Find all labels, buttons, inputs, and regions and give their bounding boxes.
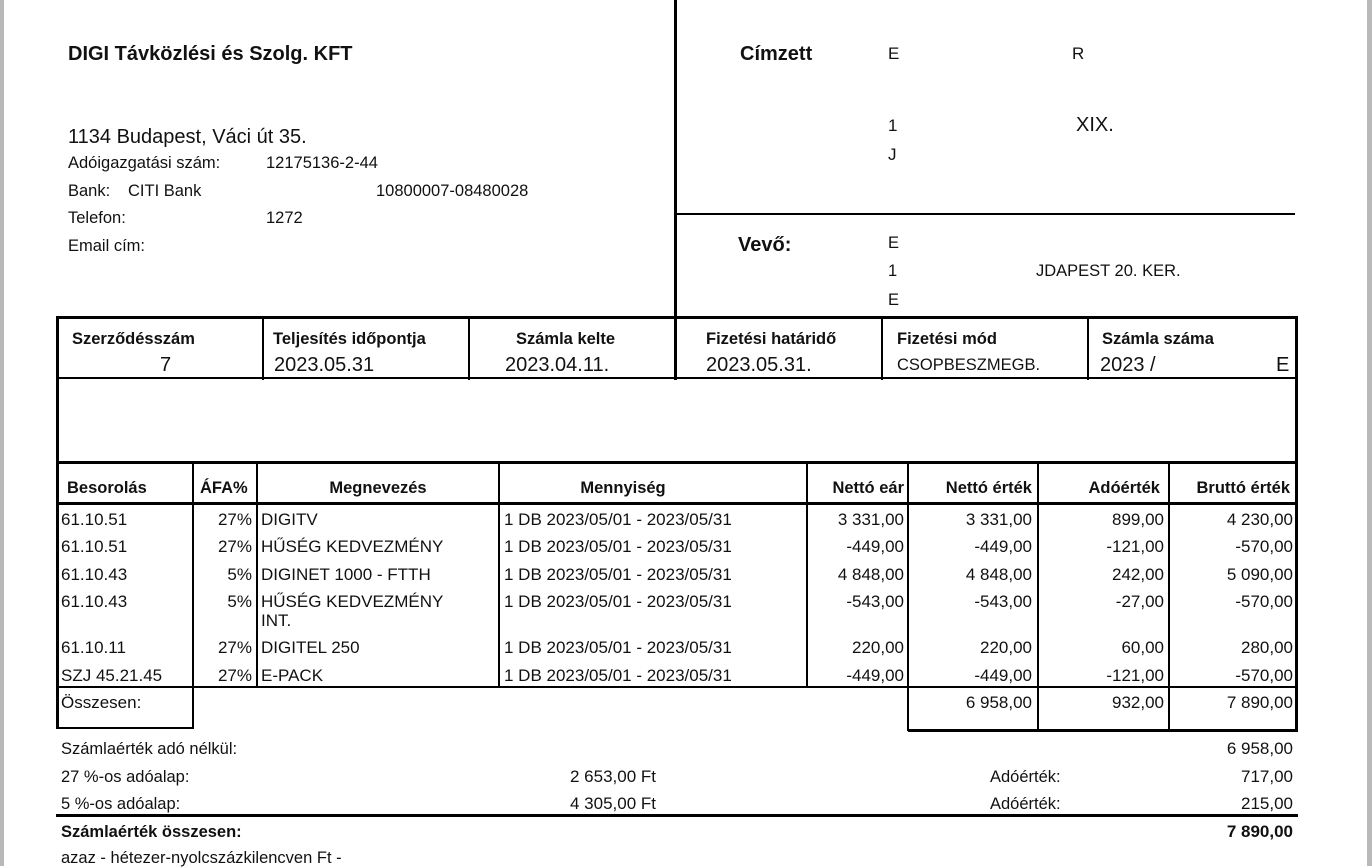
total-tax-value: 932,00: [1112, 693, 1164, 712]
summary-base27-amount: 2 653,00 Ft: [570, 767, 657, 786]
column-header-tax-value: Adóérték: [1088, 479, 1160, 497]
row-vat: 27%: [217, 537, 252, 556]
column-header-net-value: Nettó érték: [945, 479, 1032, 497]
row-unit-price: -449,00: [846, 666, 904, 685]
seller-name: DIGI Távközlési és Szolg. KFT: [68, 43, 353, 65]
row-code: 61.10.11: [61, 638, 126, 657]
total-label-bottom-border: [56, 727, 194, 729]
field-divider: [881, 318, 883, 380]
row-net-value: -449,00: [974, 666, 1032, 685]
row-gross-value: -570,00: [1235, 666, 1293, 685]
total-label: Összesen:: [61, 693, 142, 712]
seller-email-label: Email cím:: [68, 237, 146, 255]
summary-amount-in-words: azaz - hétezer-nyolcszázkilencven Ft -: [61, 849, 342, 867]
row-quantity: 1 DB 2023/05/01 - 2023/05/31: [504, 638, 732, 657]
row-quantity: 1 DB 2023/05/01 - 2023/05/31: [504, 592, 732, 611]
seller-tax-label: Adóigazgatási szám:: [68, 154, 221, 172]
row-vat: 27%: [217, 666, 252, 685]
table-top-border: [56, 461, 1298, 464]
field-value-payment-method: CSOPBESZMEGB.: [897, 356, 1041, 374]
total-net-value: 6 958,00: [965, 693, 1032, 712]
column-header-quantity: Mennyiség: [580, 479, 666, 497]
row-vat: 5%: [227, 592, 252, 611]
summary-base5-tax: 215,00: [1241, 794, 1293, 813]
column-header-description: Megnevezés: [329, 479, 427, 497]
seller-phone-label: Telefon:: [68, 209, 126, 227]
row-description-continued: INT.: [261, 611, 292, 630]
seller-address: 1134 Budapest, Váci út 35.: [68, 126, 307, 148]
column-header-unit-price: Nettó eár: [832, 479, 904, 497]
table-header-bottom-border: [56, 502, 1298, 505]
row-description: E-PACK: [261, 666, 324, 685]
column-divider: [1037, 462, 1039, 731]
summary-base5-tax-label: Adóérték:: [990, 795, 1061, 813]
summary-base5-label: 5 %-os adóalap:: [61, 795, 181, 813]
row-quantity: 1 DB 2023/05/01 - 2023/05/31: [504, 666, 732, 685]
field-divider: [468, 318, 470, 380]
row-code: 61.10.43: [61, 592, 128, 611]
row-unit-price: -543,00: [846, 592, 904, 611]
page-border-right: [1367, 0, 1372, 866]
seller-phone-value: 1272: [266, 209, 303, 227]
row-description: HŰSÉG KEDVEZMÉNY: [261, 592, 444, 611]
row-code: 61.10.51: [61, 510, 128, 529]
row-code: 61.10.51: [61, 537, 128, 556]
row-tax-value: 60,00: [1121, 638, 1164, 657]
field-value-invoice-number: 2023 /: [1100, 354, 1156, 376]
field-label-issue-date: Számla kelte: [516, 330, 616, 348]
column-header-vat: ÁFA%: [200, 479, 248, 497]
field-value-invoice-number-suffix: E: [1276, 354, 1290, 376]
row-net-value: 220,00: [980, 638, 1032, 657]
row-quantity: 1 DB 2023/05/01 - 2023/05/31: [504, 565, 732, 584]
field-label-fulfillment: Teljesítés időpontja: [273, 330, 426, 348]
page-border-left: [0, 0, 4, 866]
recipient-label: Címzett: [740, 43, 813, 65]
row-description: DIGINET 1000 - FTTH: [261, 565, 431, 584]
summary-total-label: Számlaérték összesen:: [61, 823, 242, 841]
row-quantity: 1 DB 2023/05/01 - 2023/05/31: [504, 510, 732, 529]
recipient-line3: J: [888, 145, 897, 164]
row-quantity: 1 DB 2023/05/01 - 2023/05/31: [504, 537, 732, 556]
buyer-line2-start: 1: [888, 262, 898, 280]
row-tax-value: -121,00: [1106, 537, 1164, 556]
table-body-bottom-border: [56, 686, 1298, 688]
recipient-line2-start: 1: [888, 116, 898, 135]
summary-net-value: 6 958,00: [1226, 739, 1293, 758]
row-unit-price: -449,00: [846, 537, 904, 556]
row-vat: 27%: [217, 638, 252, 657]
summary-base27-label: 27 %-os adóalap:: [61, 768, 190, 786]
row-code: SZJ 45.21.45: [61, 666, 163, 685]
buyer-line2-city: JDAPEST 20. KER.: [1036, 262, 1181, 280]
buyer-line1: E: [888, 234, 900, 252]
summary-total-value: 7 890,00: [1226, 822, 1293, 841]
row-gross-value: -570,00: [1235, 537, 1293, 556]
field-label-invoice-number: Számla száma: [1102, 330, 1214, 348]
field-divider: [674, 318, 677, 380]
recipient-line1-end: R: [1072, 44, 1085, 63]
summary-base27-tax: 717,00: [1241, 767, 1293, 786]
recipient-line1-start: E: [888, 44, 900, 63]
row-unit-price: 4 848,00: [837, 565, 904, 584]
row-code: 61.10.43: [61, 565, 128, 584]
row-tax-value: 242,00: [1112, 565, 1164, 584]
buyer-line3: E: [888, 291, 900, 309]
row-gross-value: 4 230,00: [1226, 510, 1293, 529]
summary-base27-tax-label: Adóérték:: [990, 768, 1061, 786]
row-vat: 5%: [227, 565, 252, 584]
row-description: DIGITEL 250: [261, 638, 360, 657]
fields-top-border: [56, 316, 1298, 319]
column-divider: [907, 462, 909, 731]
summary-divider: [56, 814, 1298, 817]
total-values-bottom-border: [908, 729, 1298, 732]
row-tax-value: -121,00: [1106, 666, 1164, 685]
field-label-payment-method: Fizetési mód: [897, 330, 997, 348]
recipient-buyer-divider: [677, 213, 1295, 215]
row-unit-price: 220,00: [852, 638, 904, 657]
summary-base5-amount: 4 305,00 Ft: [570, 794, 657, 813]
field-divider: [1087, 318, 1089, 380]
row-unit-price: 3 331,00: [837, 510, 904, 529]
field-label-contract: Szerződésszám: [72, 330, 195, 348]
row-net-value: 3 331,00: [965, 510, 1032, 529]
row-gross-value: 280,00: [1241, 638, 1293, 657]
row-tax-value: -27,00: [1115, 592, 1164, 611]
row-gross-value: 5 090,00: [1226, 565, 1293, 584]
seller-bank-label: Bank:: [68, 182, 111, 200]
field-value-contract: 7: [160, 354, 172, 376]
seller-tax-value: 12175136-2-44: [266, 154, 378, 172]
row-description: DIGITV: [261, 510, 318, 529]
buyer-label: Vevő:: [738, 234, 792, 256]
row-net-value: -449,00: [974, 537, 1032, 556]
total-gross-value: 7 890,00: [1226, 693, 1293, 712]
field-value-issue-date: 2023.04.11.: [505, 354, 610, 376]
field-value-due-date: 2023.05.31.: [706, 354, 812, 376]
row-tax-value: 899,00: [1112, 510, 1164, 529]
seller-bank-account: 10800007-08480028: [376, 182, 529, 200]
fields-bottom-border: [56, 377, 1298, 379]
row-vat: 27%: [217, 510, 252, 529]
column-header-classification: Besorolás: [67, 479, 147, 497]
seller-bank-name: CITI Bank: [128, 182, 202, 200]
row-gross-value: -570,00: [1235, 592, 1293, 611]
field-divider: [262, 318, 264, 380]
header-divider-vertical: [674, 0, 677, 318]
row-net-value: 4 848,00: [965, 565, 1032, 584]
row-description: HŰSÉG KEDVEZMÉNY: [261, 537, 444, 556]
recipient-line2-district: XIX.: [1076, 114, 1114, 136]
summary-net-label: Számlaérték adó nélkül:: [61, 740, 238, 758]
field-value-fulfillment: 2023.05.31: [274, 354, 375, 376]
row-net-value: -543,00: [974, 592, 1032, 611]
column-header-gross-value: Bruttó érték: [1196, 479, 1290, 497]
field-label-due-date: Fizetési határidő: [706, 330, 837, 348]
